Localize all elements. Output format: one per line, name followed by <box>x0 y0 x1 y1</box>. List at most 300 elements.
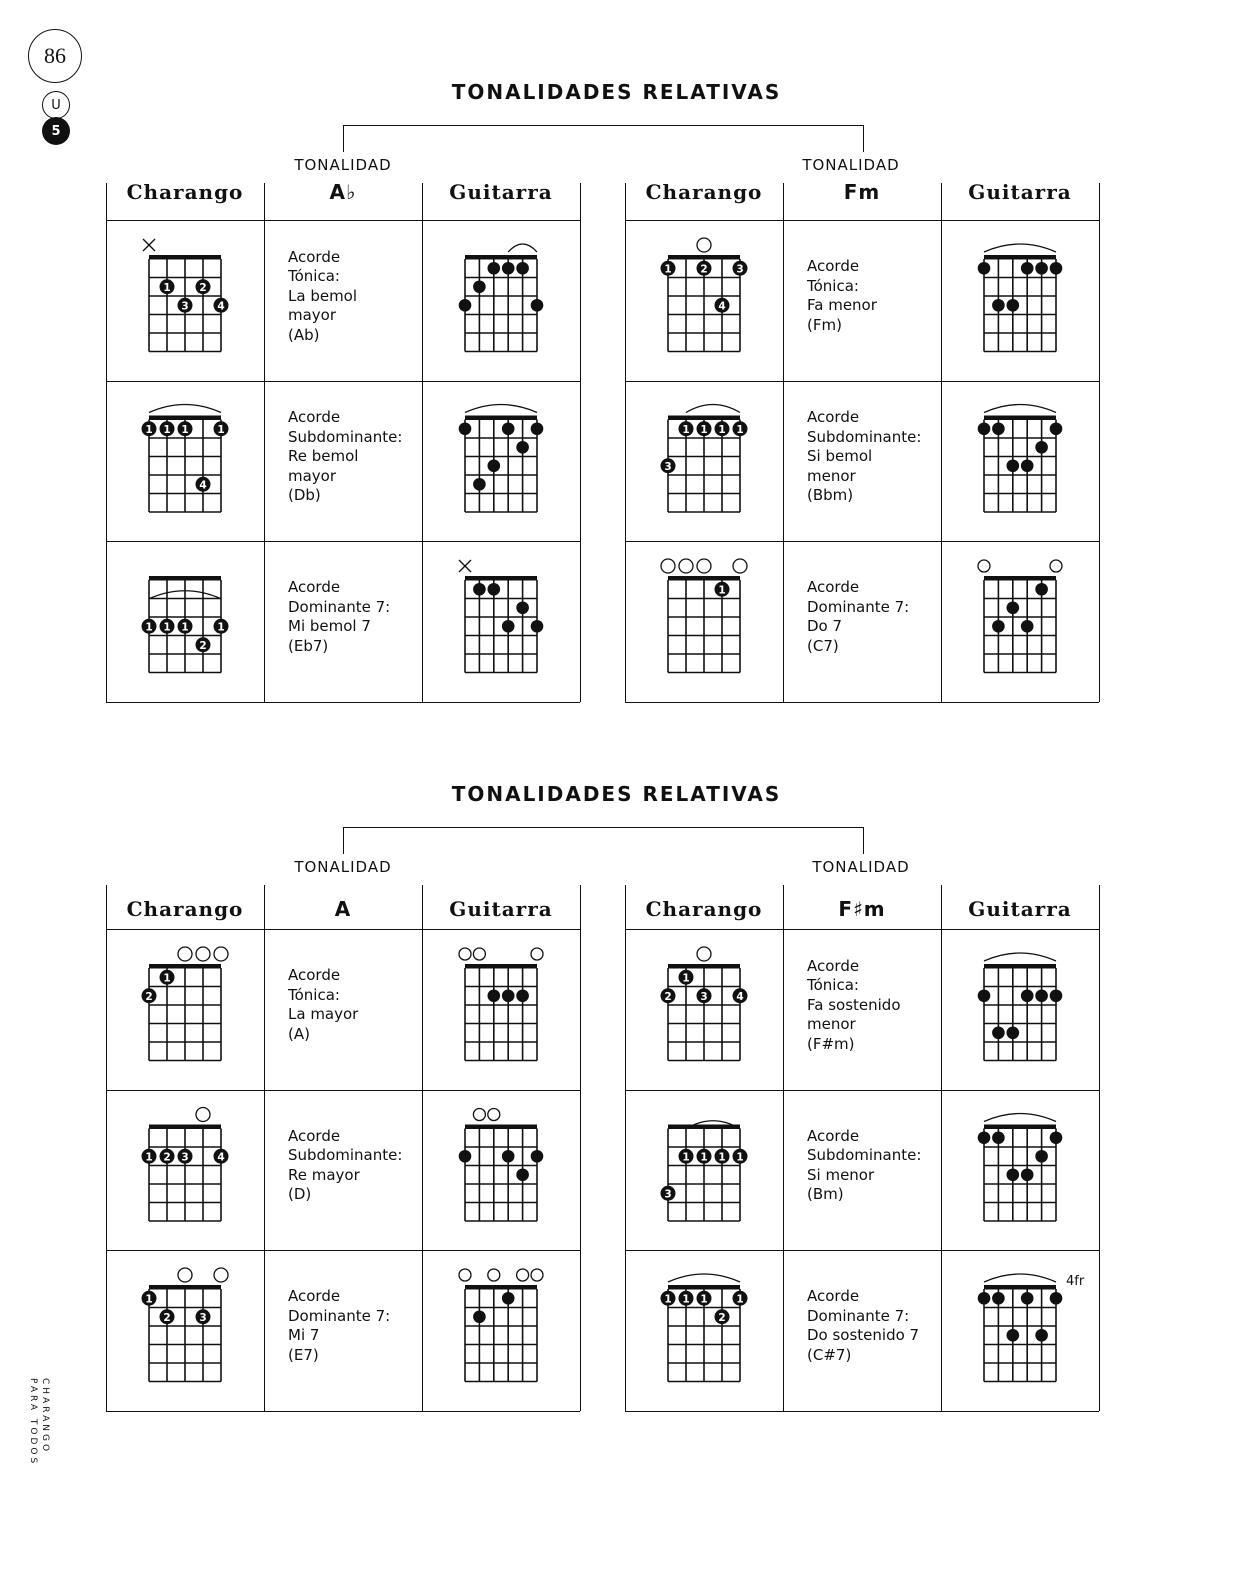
finger-dot-circle <box>1007 1168 1020 1181</box>
finger-dot <box>978 1292 991 1305</box>
nut <box>149 1125 221 1130</box>
finger-dot-circle <box>1035 989 1048 1002</box>
tonality-label: TONALIDAD <box>294 858 392 876</box>
finger-dot <box>978 422 991 435</box>
finger-number: 1 <box>181 621 189 634</box>
finger-dot <box>516 262 529 275</box>
finger-number: 3 <box>181 1151 189 1164</box>
chord-description: Acorde Tónica: La mayor (A) <box>288 966 359 1043</box>
table-column-border <box>783 183 784 702</box>
finger-number: 1 <box>718 423 726 436</box>
nut <box>465 576 537 581</box>
table-column-border <box>1099 183 1100 702</box>
finger-number: 1 <box>736 1151 744 1164</box>
finger-dot <box>178 619 193 634</box>
table-row-border <box>106 1411 580 1412</box>
finger-dot <box>502 422 515 435</box>
table-column-border <box>625 885 626 1411</box>
section-title: TONALIDADES RELATIVAS <box>451 782 782 806</box>
chord-description: Acorde Tónica: La bemol mayor (Ab) <box>288 247 358 344</box>
nut <box>465 1285 537 1290</box>
finger-dot-circle <box>516 989 529 1002</box>
nut <box>149 576 221 581</box>
barre-arc <box>686 405 740 413</box>
finger-dot-circle <box>473 583 486 596</box>
unit-label: U <box>42 91 70 119</box>
finger-dot-circle <box>1035 1150 1048 1163</box>
finger-number: 1 <box>736 423 744 436</box>
finger-dot-circle <box>1021 1292 1034 1305</box>
unit-number: 5 <box>42 117 70 145</box>
column-header: A <box>334 897 352 921</box>
finger-dot <box>502 620 515 633</box>
finger-dot <box>196 637 211 652</box>
charango-fretboard <box>149 1285 221 1382</box>
finger-dot <box>214 298 229 313</box>
finger-number: 1 <box>163 621 171 634</box>
finger-dot <box>488 583 501 596</box>
finger-dot-circle <box>488 262 501 275</box>
column-header: Charango <box>645 897 763 921</box>
finger-dot <box>488 989 501 1002</box>
finger-dot-circle <box>1007 1026 1020 1039</box>
finger-number: 1 <box>145 1151 153 1164</box>
finger-dot <box>160 1149 175 1164</box>
nut <box>668 416 740 421</box>
finger-dot-circle <box>473 1310 486 1323</box>
finger-dot <box>178 298 193 313</box>
finger-number: 1 <box>700 423 708 436</box>
nut <box>668 255 740 260</box>
open-string-marker <box>488 1269 500 1281</box>
finger-dot <box>1035 1329 1048 1342</box>
nut <box>465 416 537 421</box>
open-string-marker <box>679 559 693 573</box>
finger-dot <box>196 477 211 492</box>
finger-dot <box>1021 620 1034 633</box>
nut <box>984 255 1056 260</box>
finger-dot <box>142 988 157 1003</box>
finger-number: 4 <box>199 479 207 492</box>
finger-dot <box>196 279 211 294</box>
finger-number: 2 <box>199 281 207 294</box>
nut <box>465 255 537 260</box>
finger-dot <box>697 421 712 436</box>
finger-dot-circle <box>502 989 515 1002</box>
chord-table <box>625 885 1101 1411</box>
open-string-marker <box>196 947 210 961</box>
finger-dot <box>679 1291 694 1306</box>
finger-dot <box>679 970 694 985</box>
guitar-chord-diagram <box>625 183 626 184</box>
finger-dot <box>1021 459 1034 472</box>
open-string-marker <box>697 559 711 573</box>
finger-number: 1 <box>163 423 171 436</box>
chord-table <box>106 885 582 1411</box>
finger-dot <box>1035 262 1048 275</box>
finger-dot <box>531 422 544 435</box>
table-row-border <box>106 702 580 703</box>
finger-dot <box>178 1149 193 1164</box>
barre-arc <box>465 405 537 413</box>
finger-dot <box>715 298 730 313</box>
nut <box>984 1125 1056 1130</box>
finger-dot <box>715 582 730 597</box>
finger-dot <box>473 478 486 491</box>
finger-dot <box>160 970 175 985</box>
finger-dot <box>733 261 748 276</box>
finger-dot <box>473 1310 486 1323</box>
nut <box>668 964 740 969</box>
finger-number: 1 <box>718 1151 726 1164</box>
finger-dot-circle <box>531 299 544 312</box>
side-running-title <box>30 1378 54 1488</box>
charango-fretboard <box>149 1125 221 1222</box>
finger-dot <box>142 421 157 436</box>
table-column-border <box>264 183 265 702</box>
finger-dot <box>661 261 676 276</box>
finger-dot <box>459 1150 472 1163</box>
barre-arc <box>508 244 537 252</box>
finger-dot <box>1035 989 1048 1002</box>
tonality-bracket <box>343 125 864 152</box>
nut <box>149 1285 221 1290</box>
finger-number: 3 <box>736 263 744 276</box>
finger-number: 2 <box>163 1311 171 1324</box>
finger-dot <box>531 299 544 312</box>
table-column-border <box>264 885 265 1411</box>
finger-number: 1 <box>145 621 153 634</box>
chord-table <box>625 180 1101 702</box>
finger-dot-circle <box>1050 262 1063 275</box>
finger-number: 1 <box>736 1293 744 1306</box>
finger-dot-circle <box>531 620 544 633</box>
table-column-border <box>580 885 581 1411</box>
finger-dot <box>160 279 175 294</box>
side-running-title-line2: PARA TODOS <box>28 1378 38 1467</box>
finger-dot <box>733 1149 748 1164</box>
finger-dot-circle <box>1007 601 1020 614</box>
open-string-marker <box>178 1268 192 1282</box>
nut <box>984 964 1056 969</box>
finger-dot <box>488 459 501 472</box>
chord-description: Acorde Tónica: Fa menor (Fm) <box>807 257 877 334</box>
finger-dot-circle <box>502 262 515 275</box>
chord-description: Acorde Dominante 7: Mi bemol 7 (Eb7) <box>288 578 391 655</box>
nut <box>149 964 221 969</box>
fret-position-label: 4fr <box>1066 1274 1085 1289</box>
finger-dot <box>1007 1168 1020 1181</box>
finger-dot <box>1021 1292 1034 1305</box>
table-row-border <box>625 1090 1099 1091</box>
finger-dot <box>1035 1150 1048 1163</box>
finger-dot <box>697 988 712 1003</box>
open-string-marker <box>196 1108 210 1122</box>
finger-dot <box>661 988 676 1003</box>
table-column-border <box>783 885 784 1411</box>
finger-dot <box>502 1292 515 1305</box>
finger-number: 4 <box>217 1151 225 1164</box>
nut <box>465 964 537 969</box>
finger-dot-circle <box>1021 1168 1034 1181</box>
column-header: Fm <box>843 180 881 204</box>
finger-number: 1 <box>664 263 672 276</box>
nut <box>668 1285 740 1290</box>
table-row-border <box>625 702 1099 703</box>
barre-arc <box>984 1274 1056 1282</box>
finger-number: 2 <box>145 990 153 1003</box>
finger-dot <box>715 1149 730 1164</box>
table-row-border <box>625 929 1099 930</box>
finger-dot-circle <box>1050 422 1063 435</box>
finger-dot <box>1035 583 1048 596</box>
table-row-border <box>106 1090 580 1091</box>
finger-dot-circle <box>531 1150 544 1163</box>
table-column-border <box>422 885 423 1411</box>
finger-dot-circle <box>1035 441 1048 454</box>
open-string-marker <box>517 1269 529 1281</box>
finger-dot <box>1007 459 1020 472</box>
tonality-label: TONALIDAD <box>812 858 910 876</box>
finger-number: 1 <box>163 281 171 294</box>
barre-arc <box>984 244 1056 252</box>
finger-dot <box>473 280 486 293</box>
table-column-border <box>422 183 423 702</box>
open-string-marker <box>473 948 485 960</box>
finger-number: 1 <box>718 584 726 597</box>
table-row-border <box>106 1250 580 1251</box>
finger-dot <box>733 1291 748 1306</box>
finger-dot <box>978 989 991 1002</box>
finger-dot <box>160 619 175 634</box>
finger-dot <box>160 421 175 436</box>
finger-dot-circle <box>516 601 529 614</box>
table-row-border <box>106 929 580 930</box>
finger-dot <box>1050 989 1063 1002</box>
finger-dot <box>978 1131 991 1144</box>
finger-dot <box>992 299 1005 312</box>
finger-dot-circle <box>473 478 486 491</box>
finger-dot-circle <box>992 620 1005 633</box>
finger-dot-circle <box>992 1131 1005 1144</box>
finger-dot <box>1021 989 1034 1002</box>
finger-number: 1 <box>163 972 171 985</box>
finger-dot-circle <box>992 422 1005 435</box>
table-column-border <box>580 183 581 702</box>
open-string-marker <box>459 948 471 960</box>
finger-number: 1 <box>682 1151 690 1164</box>
table-row-border <box>625 541 1099 542</box>
finger-dot-circle <box>1007 299 1020 312</box>
finger-dot-circle <box>1050 1292 1063 1305</box>
finger-dot <box>531 620 544 633</box>
finger-number: 1 <box>145 1293 153 1306</box>
finger-dot <box>142 1149 157 1164</box>
finger-dot <box>142 619 157 634</box>
table-column-border <box>106 885 107 1411</box>
finger-dot-circle <box>992 1026 1005 1039</box>
finger-number: 1 <box>181 423 189 436</box>
finger-number: 1 <box>145 423 153 436</box>
nut <box>984 1285 1056 1290</box>
barre-arc <box>149 405 221 413</box>
open-string-marker <box>697 947 711 961</box>
finger-dot <box>178 421 193 436</box>
finger-dot-circle <box>1035 1329 1048 1342</box>
finger-dot <box>459 422 472 435</box>
nut <box>149 416 221 421</box>
finger-dot-circle <box>1050 1131 1063 1144</box>
charango-fretboard <box>668 1125 740 1222</box>
page-number: 86 <box>28 29 82 83</box>
finger-number: 1 <box>217 621 225 634</box>
barre-arc <box>984 1114 1056 1122</box>
muted-string-marker <box>459 560 471 572</box>
chord-description: Acorde Subdominante: Si menor (Bm) <box>807 1126 922 1204</box>
column-header: Guitarra <box>449 180 553 204</box>
open-string-marker <box>531 1269 543 1281</box>
finger-number: 2 <box>163 1151 171 1164</box>
finger-dot <box>196 1309 211 1324</box>
finger-dot <box>214 1149 229 1164</box>
finger-dot <box>1021 262 1034 275</box>
finger-number: 4 <box>718 300 726 313</box>
finger-dot <box>160 1309 175 1324</box>
finger-dot-circle <box>516 1168 529 1181</box>
column-header: Charango <box>645 180 763 204</box>
guitar-chord-diagram <box>106 183 107 184</box>
finger-dot-circle <box>1050 989 1063 1002</box>
finger-dot <box>697 1291 712 1306</box>
finger-dot-circle <box>502 1292 515 1305</box>
finger-dot <box>697 1149 712 1164</box>
chord-description: Acorde Dominante 7: Mi 7 (E7) <box>288 1287 391 1364</box>
finger-number: 4 <box>736 990 744 1003</box>
table-column-border <box>941 885 942 1411</box>
nut <box>149 255 221 260</box>
finger-dot-circle <box>488 989 501 1002</box>
chord-description: Acorde Tónica: Fa sostenido menor (F#m) <box>807 956 901 1053</box>
finger-dot <box>679 1149 694 1164</box>
finger-dot <box>214 619 229 634</box>
finger-dot <box>459 299 472 312</box>
finger-dot <box>1021 1168 1034 1181</box>
finger-dot-circle <box>1021 262 1034 275</box>
guitar-fretboard <box>984 964 1056 1061</box>
finger-dot <box>992 1131 1005 1144</box>
finger-dot <box>1007 1026 1020 1039</box>
finger-dot <box>142 1291 157 1306</box>
open-string-marker <box>178 947 192 961</box>
finger-dot-circle <box>531 422 544 435</box>
table-row-border <box>106 381 580 382</box>
chord-description: Acorde Dominante 7: Do sostenido 7 (C#7) <box>807 1287 920 1364</box>
table-column-border <box>1099 885 1100 1411</box>
open-string-marker <box>733 559 747 573</box>
open-string-marker <box>214 1268 228 1282</box>
finger-dot-circle <box>1021 620 1034 633</box>
table-row-border <box>625 381 1099 382</box>
finger-number: 2 <box>700 263 708 276</box>
barre-arc <box>984 405 1056 413</box>
finger-dot <box>488 262 501 275</box>
finger-number: 1 <box>682 1293 690 1306</box>
table-column-border <box>941 183 942 702</box>
finger-dot-circle <box>992 299 1005 312</box>
tonality-bracket <box>343 827 864 854</box>
finger-dot <box>661 1186 676 1201</box>
finger-dot-circle <box>1007 459 1020 472</box>
finger-dot <box>733 421 748 436</box>
open-string-marker <box>214 947 228 961</box>
guitar-chord-diagram <box>106 885 107 886</box>
finger-dot <box>679 421 694 436</box>
finger-dot-circle <box>459 422 472 435</box>
nut <box>984 576 1056 581</box>
nut <box>668 576 740 581</box>
open-string-marker <box>473 1109 485 1121</box>
finger-dot-circle <box>516 441 529 454</box>
finger-dot <box>992 1292 1005 1305</box>
chord-description: Acorde Dominante 7: Do 7 (C7) <box>807 578 910 655</box>
finger-dot-circle <box>1035 583 1048 596</box>
finger-number: 1 <box>217 423 225 436</box>
finger-dot-circle <box>978 1131 991 1144</box>
finger-dot-circle <box>1021 459 1034 472</box>
finger-number: 1 <box>700 1293 708 1306</box>
finger-number: 3 <box>700 990 708 1003</box>
finger-dot <box>1035 441 1048 454</box>
open-string-marker <box>661 559 675 573</box>
finger-number: 2 <box>199 639 207 652</box>
finger-dot <box>214 421 229 436</box>
barre-arc <box>668 1274 740 1282</box>
open-string-marker <box>697 238 711 252</box>
column-header: Guitarra <box>968 897 1072 921</box>
nut <box>984 416 1056 421</box>
muted-string-marker <box>143 239 155 251</box>
finger-dot <box>992 620 1005 633</box>
finger-dot-circle <box>978 989 991 1002</box>
table-row-border <box>625 1411 1099 1412</box>
column-header: Charango <box>126 897 244 921</box>
open-string-marker <box>978 560 990 572</box>
open-string-marker <box>459 1269 471 1281</box>
open-string-marker <box>531 948 543 960</box>
table-row-border <box>106 220 580 221</box>
finger-dot <box>1050 422 1063 435</box>
finger-dot <box>1007 601 1020 614</box>
finger-dot <box>1050 1292 1063 1305</box>
finger-dot <box>715 421 730 436</box>
finger-dot <box>715 1309 730 1324</box>
nut <box>465 1125 537 1130</box>
finger-dot <box>1007 1329 1020 1342</box>
finger-number: 1 <box>682 972 690 985</box>
finger-dot <box>502 262 515 275</box>
finger-dot-circle <box>978 422 991 435</box>
finger-dot-circle <box>1021 989 1034 1002</box>
open-string-marker <box>488 1109 500 1121</box>
finger-dot <box>516 989 529 1002</box>
finger-dot-circle <box>502 620 515 633</box>
finger-dot-circle <box>1007 1329 1020 1342</box>
tonality-label: TONALIDAD <box>802 156 900 174</box>
column-header: Guitarra <box>449 897 553 921</box>
finger-dot <box>978 262 991 275</box>
finger-dot-circle <box>516 262 529 275</box>
nut <box>668 1125 740 1130</box>
